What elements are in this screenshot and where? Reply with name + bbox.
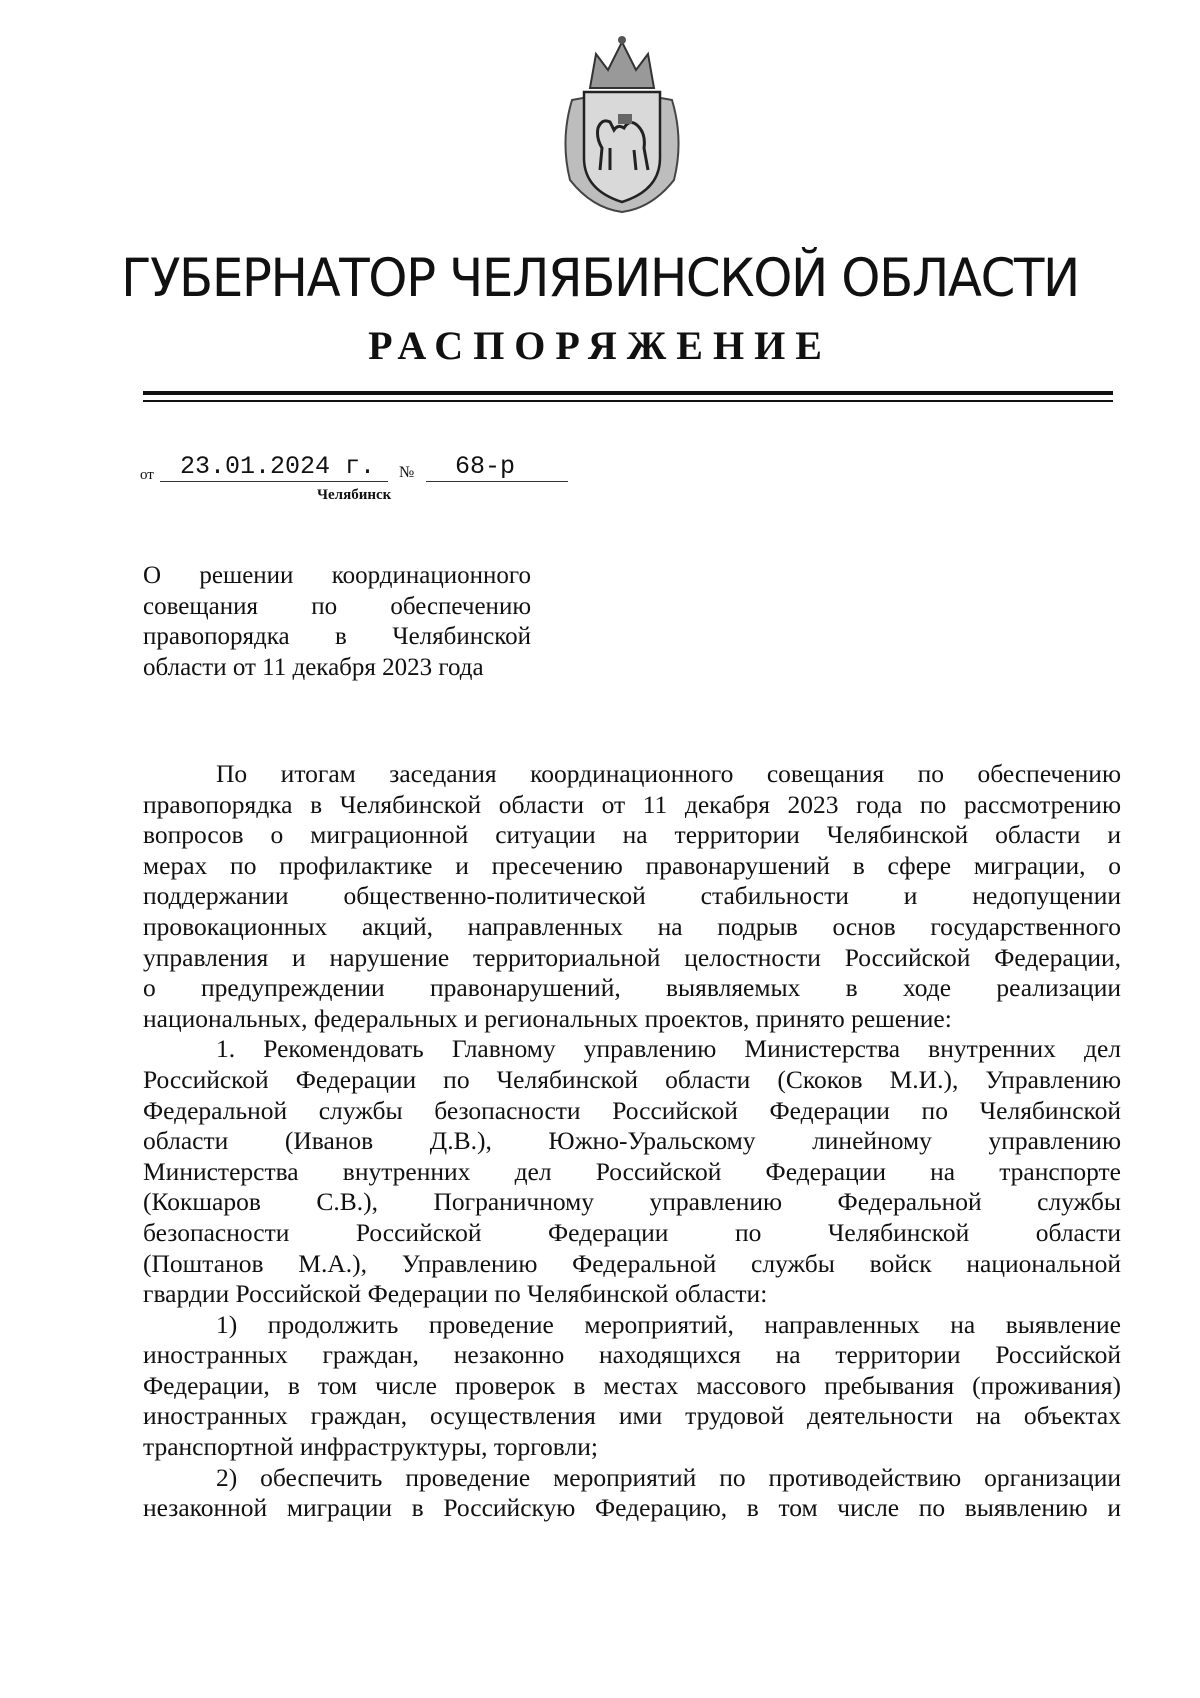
subject-line: области от 11 декабря 2023 года — [143, 653, 484, 681]
number-underline — [426, 481, 568, 482]
document-number: 68-р — [455, 452, 516, 481]
header-rule-thin — [143, 400, 1113, 402]
body-line: незаконной миграции в Российскую Федерацию, в том числе по выявлению и — [143, 1493, 1121, 1523]
body-line: вопросов о миграционной ситуации на территории Челябинской области и — [143, 820, 1121, 850]
body-line: 2) обеспечить проведение мероприятий по противодействию организации — [216, 1462, 1121, 1492]
body-line: Российской Федерации по Челябинской области (Скоков М.И.), Управлению — [143, 1064, 1121, 1094]
body-line: национальных, федеральных и региональных проектов, принято решение: — [143, 1003, 952, 1033]
header-rule-thick — [143, 391, 1113, 395]
body-line: транспортной инфраструктуры, торговли; — [143, 1432, 598, 1462]
subject-line: О решении координационного — [143, 562, 531, 589]
body-line: 1. Рекомендовать Главному управлению Министерства внутренних дел — [216, 1034, 1121, 1064]
body-line: гвардии Российской Федерации по Челябинской области: — [143, 1279, 768, 1309]
body-line: (Кокшаров С.В.), Пограничному управлению Федеральной службы — [143, 1187, 1121, 1217]
document-type: РАСПОРЯЖЕНИЕ — [368, 323, 832, 368]
document-subject — [143, 561, 531, 683]
date-underline — [160, 481, 388, 482]
body-line: управления и нарушение территориальной целостности Российской Федерации, — [143, 942, 1121, 972]
body-line: о предупреждении правонарушений, выявляемых в ходе реализации — [143, 973, 1121, 1003]
body-line: области (Иванов Д.В.), Южно-Уральскому линейному управлению — [143, 1126, 1121, 1156]
issuer-title: ГУБЕРНАТОР ЧЕЛЯБИНСКОЙ ОБЛАСТИ — [121, 248, 1079, 309]
body-line: Федерации, в том числе проверок в местах массового пребывания (проживания) — [143, 1370, 1121, 1400]
body-line: иностранных граждан, незаконно находящихся на территории Российской — [143, 1340, 1121, 1370]
body-line: (Поштанов М.А.), Управлению Федеральной службы войск национальной — [143, 1248, 1121, 1278]
body-line: 1) продолжить проведение мероприятий, направленных на выявление — [216, 1309, 1121, 1339]
body-line: провокационных акций, направленных на подрыв основ государственного — [143, 911, 1121, 941]
body-line: мерах по профилактике и пресечению правонарушений в сфере миграции, о — [143, 850, 1121, 880]
body-line: безопасности Российской Федерации по Челябинской области — [143, 1217, 1121, 1247]
body-line: правопорядка в Челябинской области от 11 декабря 2023 года по рассмотрению — [143, 789, 1121, 819]
body-line: Федеральной службы безопасности Российской Федерации по Челябинской — [143, 1095, 1121, 1125]
document-body — [143, 759, 1121, 1524]
place-of-issue: Челябинск — [317, 487, 392, 503]
subject-line: совещания по обеспечению — [143, 592, 531, 620]
number-prefix-label: № — [399, 464, 415, 481]
body-line: По итогам заседания координационного совещания по обеспечению — [216, 759, 1121, 788]
body-line: поддержании общественно-политической стабильности и недопущении — [143, 881, 1121, 911]
date-prefix-label: от — [140, 467, 154, 483]
document-date: 23.01.2024 г. — [180, 452, 376, 481]
chelyabinsk-coat-of-arms-icon — [552, 30, 692, 215]
body-line: Министерства внутренних дел Российской Федерации на транспорте — [143, 1156, 1121, 1186]
subject-line: правопорядка в Челябинской — [143, 623, 531, 650]
body-line: иностранных граждан, осуществления ими трудовой деятельности на объектах — [143, 1401, 1121, 1431]
